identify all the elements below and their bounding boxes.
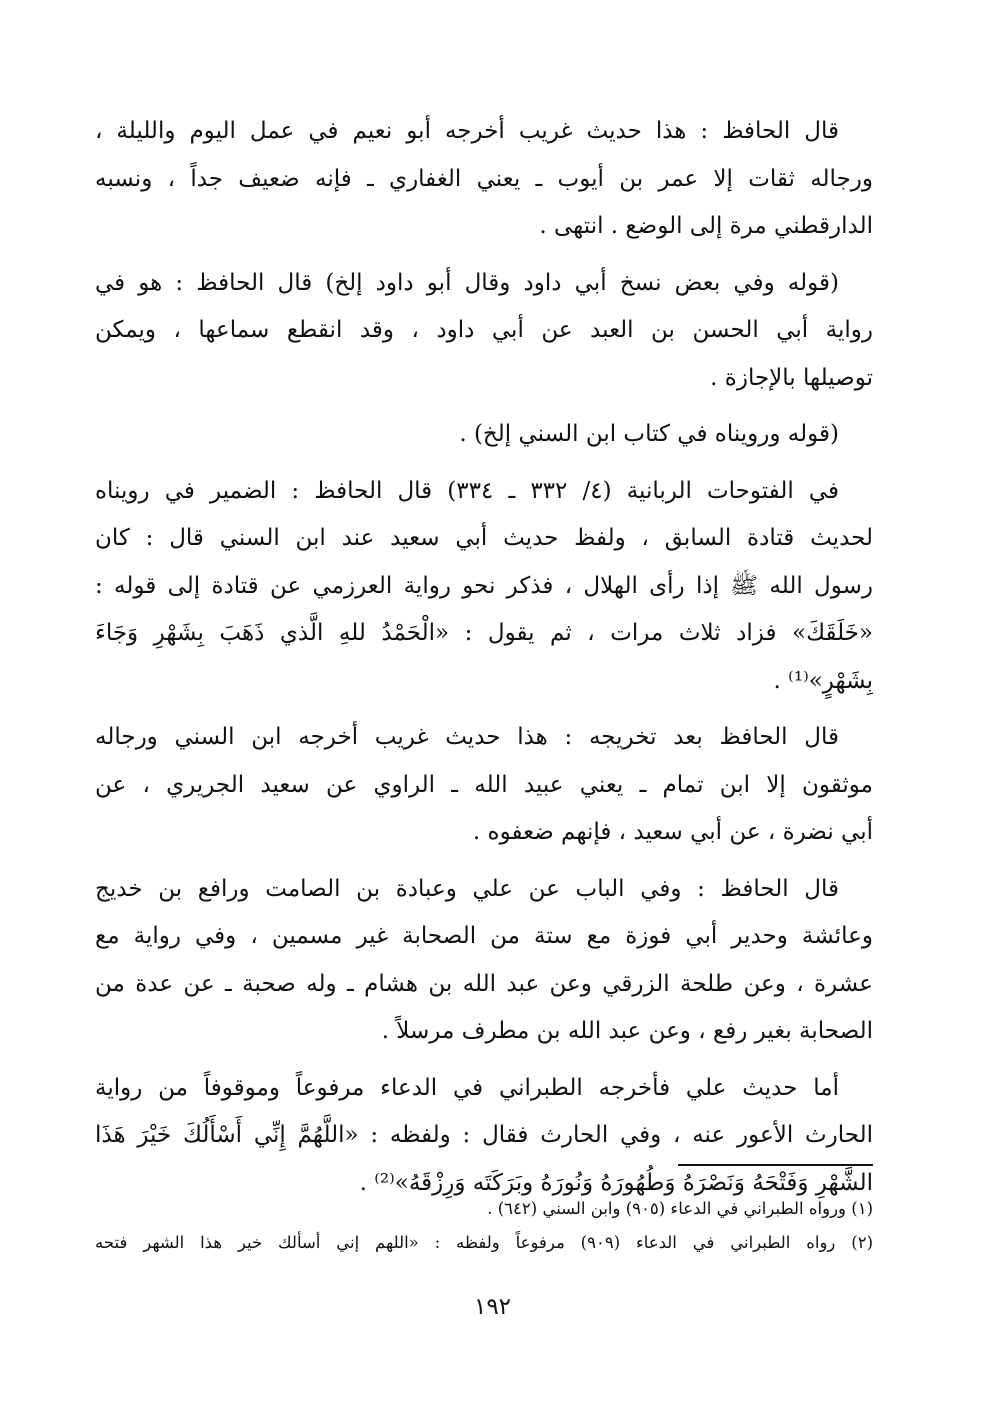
main-text	[95, 108, 873, 1216]
paragraph	[95, 468, 873, 706]
text-line: قال الحافظ بعد تخريجه : هذا حديث غريب أخرجه ابن السني ورجاله	[95, 724, 839, 750]
text-line: الصحابة بغير رفع ، وعن عبد الله بن مطرف مرسلاً .	[381, 1018, 873, 1044]
text-line: موثقون إلا ابن تمام ـ يعني عبيد الله ـ الراوي عن سعيد الجريري ، عن	[95, 771, 873, 798]
text-line: قال الحافظ : وفي الباب عن علي وعبادة بن الصامت ورافع بن خديج	[95, 875, 839, 902]
footnote: (٢) رواه الطبراني في الدعاء (٩٠٩) مرفوعاً ولفظه : «اللهم إني أسألك خير هذا الشهر فتحه	[95, 1233, 873, 1252]
text-line: عشرة ، وعن طلحة الزرقي وعن عبد الله بن هشام ـ وله صحبة ـ عن عدة من	[95, 970, 873, 997]
text-line: «خَلَقَكَ» فزاد ثلاث مرات ، ثم يقول : «الْحَمْدُ للهِ الَّذي ذَهَبَ بِشَهْرِ وَجَاءَ	[95, 620, 873, 646]
paragraph	[95, 260, 873, 403]
text-line: رسول الله ﷺ إذا رأى الهلال ، فذكر نحو رواية العرزمي عن قتادة إلى قوله :	[95, 572, 873, 599]
footnote: (١) ورواه الطبراني في الدعاء (٩٠٥) وابن السني (٦٤٢) .	[487, 1199, 873, 1218]
paragraph	[95, 866, 873, 1056]
footnotes	[95, 1192, 873, 1260]
footnote-separator	[678, 1164, 873, 1166]
paragraph	[95, 1065, 873, 1208]
paragraph	[95, 108, 873, 251]
text-line: الدارقطني مرة إلى الوضع . انتهى .	[539, 213, 873, 239]
text-line: بِشَهْرٍ»⁽¹⁾ .	[773, 667, 873, 694]
paragraph	[95, 714, 873, 857]
text-line: ورجاله ثقات إلا عمر بن أيوب ـ يعني الغفاري ـ فإنه ضعيف جداً ، ونسبه	[95, 165, 873, 192]
text-line: الحارث الأعور عنه ، وفي الحارث فقال : ولفظه : «اللَّهُمَّ إِنِّي أَسْأَلُكَ خَيْرَ هَذَا	[95, 1122, 873, 1148]
text-line: توصيلها بالإجازة .	[710, 364, 873, 391]
text-line: وعائشة وحدير أبي فوزة مع ستة من الصحابة غير مسمين ، وفي رواية مع	[95, 923, 873, 949]
text-line: الشَّهْرِ وَفَتْحَهُ وَنَصْرَهُ وَطُهُورَهُ وَنُورَهُ وبَرَكَتَه وَرِزْقَهُ»⁽²⁾ .	[359, 1169, 873, 1196]
text-line: في الفتوحات الربانية (٤/ ٣٣٢ ـ ٣٣٤) قال الحافظ : الضمير في رويناه	[95, 477, 839, 504]
text-line: أما حديث علي فأخرجه الطبراني في الدعاء مرفوعاً وموقوفاً من رواية	[95, 1074, 839, 1101]
page-number: ١٩٢	[473, 1294, 512, 1320]
text-line: أبي نضرة ، عن أبي سعيد ، فإنهم ضعفوه .	[472, 819, 873, 845]
text-line: لحديث قتادة السابق ، ولفظ حديث أبي سعيد عند ابن السني قال : كان	[95, 525, 873, 551]
text-line: (قوله ورويناه في كتاب ابن السني إلخ) .	[459, 421, 839, 447]
text-line: رواية أبي الحسن بن العبد عن أبي داود ، وقد انقطع سماعها ، ويمكن	[95, 317, 873, 343]
paragraph	[95, 411, 873, 459]
text-line: قال الحافظ : هذا حديث غريب أخرجه أبو نعيم في عمل اليوم والليلة ،	[95, 118, 839, 144]
text-line: (قوله وفي بعض نسخ أبي داود وقال أبو داود إلخ) قال الحافظ : هو في	[95, 269, 839, 296]
